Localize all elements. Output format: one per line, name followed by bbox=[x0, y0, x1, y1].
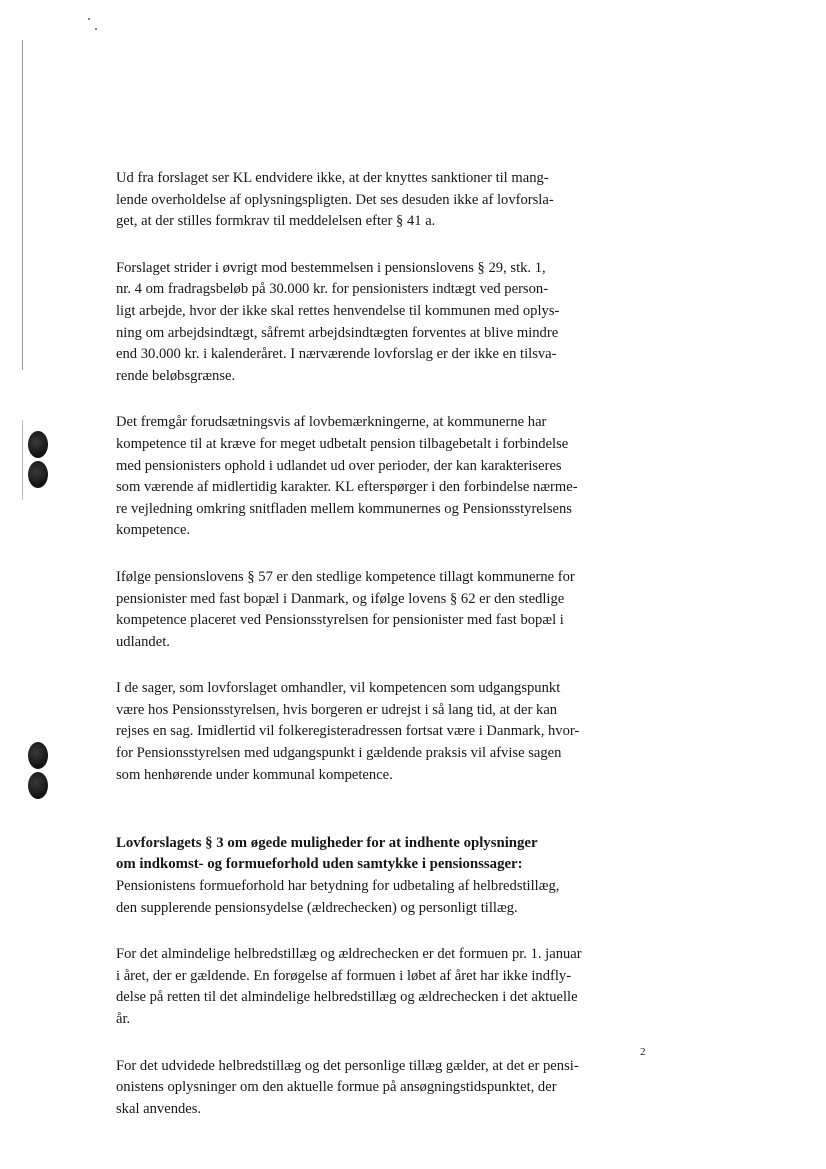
scan-margin-line-lower bbox=[22, 420, 23, 500]
paragraph-sanctions: Ud fra forslaget ser KL endvidere ikke, at der knyttes sanktioner til mang- lende overholdelse af oplysningspligten. Det ses desuden ikke af lovforsla- get, at der stilles formkrav til meddelelsen efter § 41 a. bbox=[116, 170, 554, 230]
scan-margin-line bbox=[22, 40, 23, 370]
punch-hole-lower bbox=[28, 742, 48, 800]
paragraph-extended-supplement: For det udvidede helbredstillæg og det personlige tillæg gælder, at det er pensi- onistens oplysninger om den aktuelle formue på ansøgningstidspunktet, der skal anvendes. bbox=[116, 1057, 579, 1117]
punch-hole-dot bbox=[28, 772, 48, 799]
paragraph-local-competence: Ifølge pensionslovens § 57 er den stedlige kompetence tillagt kommunerne for pensionister med fast bopæl i Danmark, og ifølge lovens § 62 er den stedlige kompetence placeret ved Pensionsstyrelsen for pensionister med fast bopæl i udlandet. bbox=[116, 568, 575, 650]
page-number: 2 bbox=[640, 1046, 646, 1058]
paragraph-case-handling: I de sager, som lovforslaget omhandler, vil kompetencen som udgangspunkt være hos Pensionsstyrelsen, hvis borgeren er udrejst i så lang tid, at der kan rejses en sag. Imidlertid vil folkeregisteradressen fortsat være i Danmark, hvor- for Pensionsstyrelsen med udgangspunkt i gældende praksis vil afvise sagen som henhørende under kommunal kompetence. bbox=[116, 680, 580, 783]
punch-hole-dot bbox=[28, 431, 48, 458]
paragraph-deduction-limit: Forslaget strider i øvrigt mod bestemmelsen i pensionslovens § 29, stk. 1, nr. 4 om fradragsbeløb på 30.000 kr. for pensionisters indtægt ved person- ligt arbejde, hvor der ikke skal rettes henvendelse til kommunen med oplys- ning om arbejdsindtægt, såfremt arbejdsindtægten forventes at blive mindre end 30.000 kr. i kalenderåret. I nærværende lovforslag er der ikke en tilsva- rende beløbsgrænse. bbox=[116, 259, 560, 384]
scan-speck bbox=[95, 28, 97, 30]
paragraph-competence: Det fremgår forudsætningsvis af lovbemærkningerne, at kommunerne har kompetence til at kræve for meget udbetalt pension tilbagebetalt i forbindelse med pensionisters ophold i udlandet ud over perioder, der kan karakteriseres som værende af midlertidig karakter. KL efterspørger i den forbindelse nærme- re vejledning omkring snitfladen mellem kommunernes og Pensionsstyrelsens kompetence. bbox=[116, 414, 578, 539]
punch-hole-upper bbox=[28, 431, 48, 489]
paragraph-ordinary-supplement: For det almindelige helbredstillæg og ældrechecken er det formuen pr. 1. januar i året, der er gældende. En forøgelse af formuen i løbet af året har ikke indfly- delse på retten til det almindelige helbredstillæg og ældrechecken i det aktuelle år. bbox=[116, 946, 582, 1027]
section-intro: Pensionistens formueforhold har betydning for udbetaling af helbredstillæg, den supplerende pensionsydelse (ældrechecken) og personligt tillæg. bbox=[116, 878, 560, 916]
section-heading: Lovforslagets § 3 om øgede muligheder for at indhente oplysninger om indkomst- og formueforhold uden samtykke i pensionssager: bbox=[116, 834, 538, 873]
document-body bbox=[116, 168, 606, 1145]
section-block bbox=[116, 811, 606, 919]
punch-hole-dot bbox=[28, 461, 48, 488]
punch-hole-dot bbox=[28, 742, 48, 769]
scan-speck bbox=[88, 18, 90, 20]
